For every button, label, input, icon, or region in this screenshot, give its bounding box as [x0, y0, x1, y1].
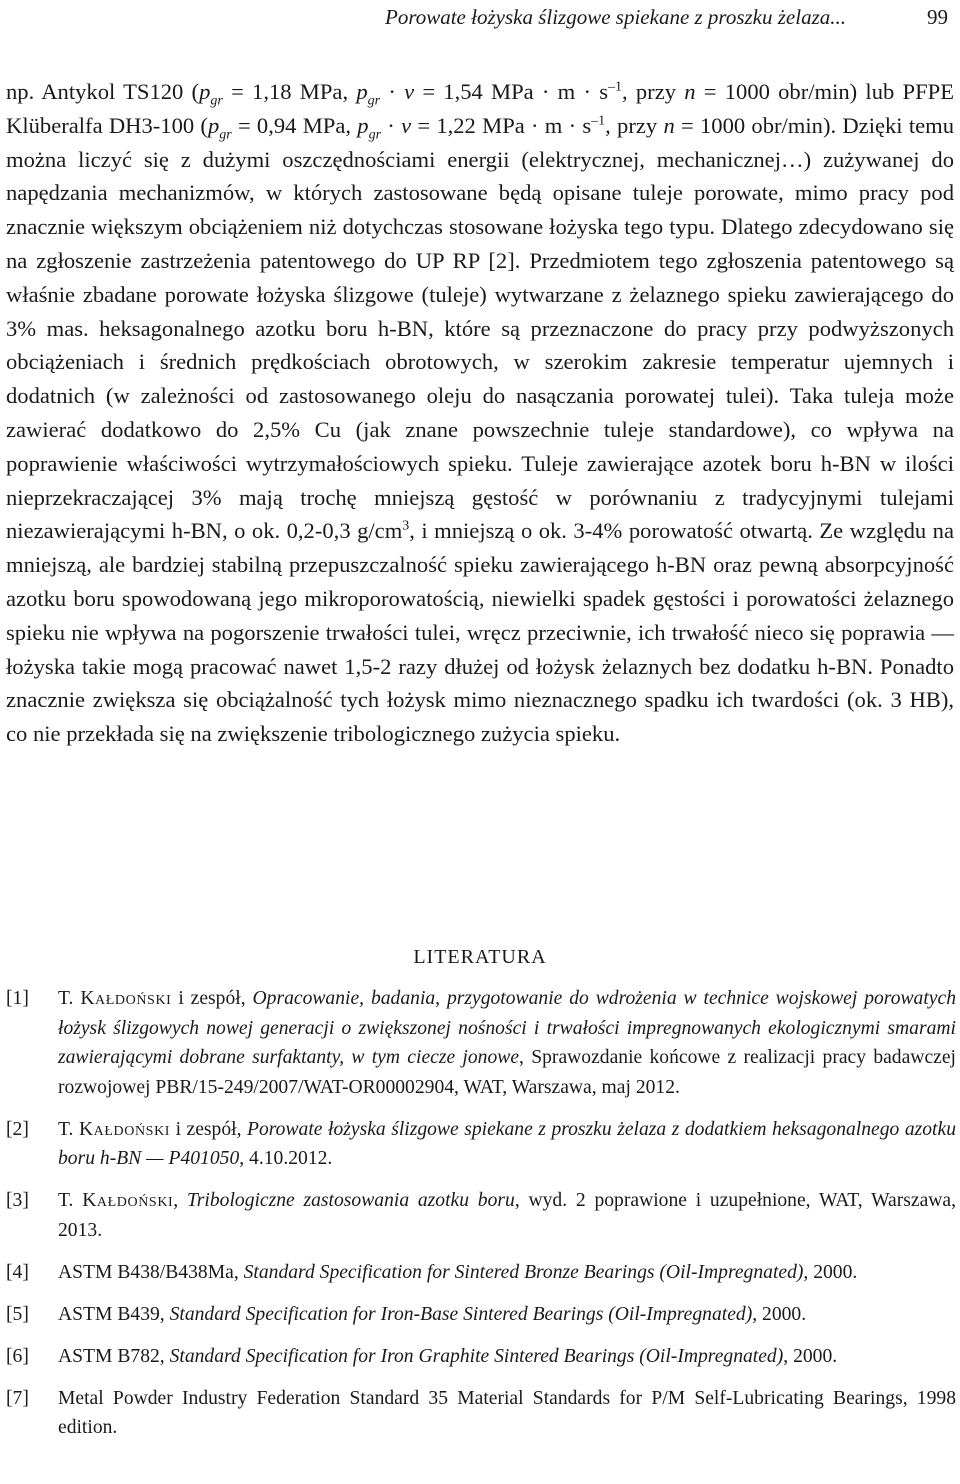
reference-details: , 2000. [803, 1261, 858, 1283]
text-run: = 1,18 MPa, [222, 79, 357, 104]
symbol-n: n [684, 79, 696, 104]
literature-heading: LITERATURA [413, 946, 547, 968]
reference-title: Standard Specification for Iron Graphite Sintered Bearings (Oil-Impregnated) [169, 1345, 784, 1367]
superscript: –1 [608, 79, 623, 95]
symbol-p: p [357, 112, 369, 138]
reference-author-surname: Kałdoński [78, 1118, 171, 1140]
reference-number: [3] [6, 1190, 29, 1212]
reference-author: T. [58, 1190, 83, 1212]
reference-author: ASTM B782, [58, 1345, 170, 1367]
superscript: 3 [402, 518, 410, 534]
text-run: , przy [605, 112, 664, 138]
reference-list [6, 984, 956, 1455]
reference-author-suffix: i zespół, [170, 1118, 248, 1140]
reference-details: , 2000. [752, 1303, 807, 1325]
reference-author-surname: Kałdoński [82, 1190, 174, 1212]
text-run: = 1,22 MPa · m · s [411, 112, 592, 138]
reference-number: [7] [6, 1387, 29, 1409]
superscript: –1 [591, 113, 606, 129]
reference-item [6, 984, 956, 1102]
reference-author-surname: Kałdoński [80, 988, 172, 1009]
text-run: np. Antykol TS120 ( [6, 79, 200, 104]
reference-author-suffix: i zespół, [171, 988, 253, 1009]
reference-title: Standard Specification for Iron-Base Sintered Bearings (Oil-Impregnated) [169, 1303, 753, 1325]
reference-author: T. [58, 1118, 79, 1140]
reference-author: T. [58, 988, 81, 1009]
text-run: · [380, 79, 405, 104]
subscript-gr: gr [219, 127, 232, 143]
symbol-v: v [404, 79, 415, 104]
text-run: , i mniejszą o ok. 3-4% porowatość otwartą. Ze względu na mniejszą, ale bardziej stabilną przepuszczalność spieku zawierającego h-BN oraz pewną absorpcyjność azotku boru spowodowaną jego mikroporowatością, niewielki spadek gęstości i porowatości żelaznego spieku nie wpływa na pogorszenie trwałości tulei, wręcz przeciwnie, ich trwałość nieco się poprawia — łożyska takie mogą pracować nawet 1,5-2 razy dłużej od łożysk żelaznych bez dodatku h-BN. Ponadto znacznie zwiększa się obciążalność tych łożysk mimo nieznacznego spadku ich twardości (ok. 3 HB), co nie przekłada się na zwiększenie tribologicznego zużycia spieku. [6, 518, 954, 747]
reference-author: ASTM B438/B438Ma, [58, 1261, 244, 1283]
reference-title: Standard Specification for Sintered Bronze Bearings (Oil-Impregnated) [243, 1261, 804, 1283]
subscript-gr: gr [210, 93, 223, 109]
text-run: · [381, 112, 402, 138]
reference-item [6, 1186, 956, 1245]
reference-details: , 2000. [783, 1345, 838, 1367]
reference-item [6, 1384, 956, 1443]
reference-item [6, 1342, 956, 1372]
subscript-gr: gr [368, 127, 382, 143]
reference-number: [5] [6, 1303, 29, 1325]
text-run: , przy [622, 79, 685, 104]
reference-number: [6] [6, 1345, 29, 1367]
reference-details: , Sprawozdanie końcowe z realizacji pracy badawczej rozwojowej PBR/15-249/2007/WAT-OR00002904, WAT, Warszawa, maj 2012. [58, 1047, 956, 1098]
reference-author-suffix: , [173, 1190, 187, 1212]
reference-details: , 4.10.2012. [239, 1148, 333, 1170]
page-number: 99 [927, 5, 948, 29]
symbol-v: v [401, 112, 412, 138]
reference-details: , wyd. 2 poprawione i uzupełnione, WAT, Warszawa, 2013. [58, 1190, 957, 1241]
symbol-p: p [199, 79, 211, 104]
symbol-p: p [207, 112, 220, 138]
text-run: = 1000 obr/min). Dzięki temu można liczyć się z dużymi oszczędnościami energii (elektrycznej, mechanicznej…) zużywanej do napędzania mechanizmów, w których zastosowane będą opisane tuleje porowate, mimo pracy pod znacznie większym obciążeniem niż dotychczas stosowane łożyska tego typu. Dlatego zdecydowano się na zgłoszenie zastrzeżenia patentowego do UP RP [2]. Przedmiotem tego zgłoszenia patentowego są właśnie zbadane porowate łożyska ślizgowe (tuleje) wytwarzane z żelaznego spieku zawierającego do 3% mas. heksagonalnego azotku boru h-BN, które są przeznaczone do pracy przy podwyższonych obciążeniach i średnich prędkościach obrotowych, w szerokim zakresie temperatur ujemnych i dodatnich (w zależności od zastosowanego oleju do nasączania porowatej tulei). Taka tuleja może zawierać dodatkowo do 2,5% Cu (jak znane powszechnie tuleje standardowe), co wpływa na poprawienie właściwości wytrzymałościowych spieku. Tuleje zawierające azotek boru h-BN w ilości nieprzekraczającej 3% mają trochę mniejszą gęstość w porównaniu z tradycyjnymi tulejami niezawierającymi h-BN, o ok. 0,2-0,3 g/cm [6, 112, 955, 544]
subscript-gr: gr [367, 93, 381, 109]
reference-number: [1] [6, 988, 29, 1009]
running-title: Porowate łożyska ślizgowe spiekane z proszku żelaza... [385, 5, 846, 29]
reference-title: Opracowanie, badania, przygotowanie do wdrożenia w technice wojskowej porowatych łożysk ślizgowych nowej generacji o zwiększonej nośności i trwałości impregnowanych ekologicznymi smarami zawierającymi dobrane surfaktanty, w tym ciecze jonowe [58, 988, 956, 1069]
text-run: = 1000 obr/min) lub PFPE Klüberalfa DH3-100 ( [6, 79, 955, 138]
reference-title: Porowate łożyska ślizgowe spiekane z proszku żelaza z dodatkiem heksagonalnego azotku boru h-BN — P401050 [58, 1118, 956, 1170]
reference-title: Tribologiczne zastosowania azotku boru [186, 1190, 515, 1212]
reference-text: Metal Powder Industry Federation Standard 35 Material Standards for P/M Self-Lubricating Bearings, 1998 edition. [58, 1387, 956, 1439]
reference-author: ASTM B439, [58, 1303, 170, 1325]
reference-item [6, 1258, 956, 1288]
text-run: = 0,94 MPa, [231, 112, 358, 138]
reference-item [6, 1300, 956, 1330]
text-run: = 1,54 MPa · m · s [414, 79, 609, 104]
running-header [0, 2, 954, 32]
reference-number: [2] [6, 1118, 29, 1140]
symbol-n: n [663, 112, 675, 138]
reference-number: [4] [6, 1261, 29, 1283]
symbol-p: p [356, 79, 368, 104]
body-paragraph [6, 75, 954, 751]
reference-item [6, 1115, 956, 1174]
